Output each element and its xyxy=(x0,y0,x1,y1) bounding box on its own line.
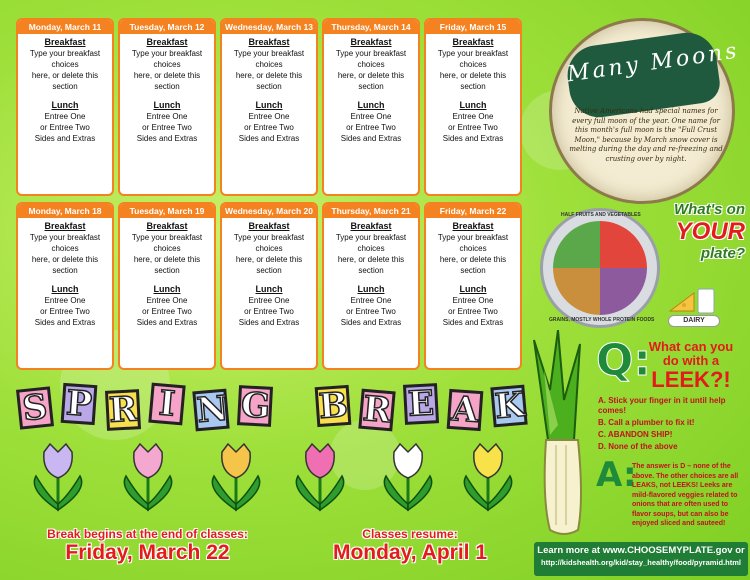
tulips-row xyxy=(18,440,518,518)
day-header: Wednesday, March 20 xyxy=(222,204,316,218)
title-letter: K xyxy=(490,385,527,428)
day-card xyxy=(16,18,114,196)
title-letter: I xyxy=(148,383,185,426)
many-moons-text: Native Americans had special names for every full moon of the year. One name for this month's full moon is the "Full Crust Moon," because by March snow cover is melting during the day and re-freezing and crusting over by night. xyxy=(569,107,723,163)
day-header: Thursday, March 14 xyxy=(324,20,418,34)
breakfast-title: Breakfast xyxy=(146,221,188,231)
sides: Sides and Extras xyxy=(238,134,300,143)
day-header: Friday, March 22 xyxy=(426,204,520,218)
day-header: Tuesday, March 12 xyxy=(120,20,214,34)
breakfast-line: Type your breakfast choices xyxy=(437,233,509,253)
entree-one: Entree One xyxy=(146,112,188,121)
day-card xyxy=(322,202,420,370)
breakfast-title: Breakfast xyxy=(248,221,290,231)
learn-more-link[interactable]: http://kidshealth.org/kid/stay_healthy/food/pyramid.html xyxy=(540,558,742,567)
day-card xyxy=(424,202,522,370)
breakfast-line: Type your breakfast choices xyxy=(335,49,407,69)
entree-one: Entree One xyxy=(452,296,494,305)
sides: Sides and Extras xyxy=(34,318,96,327)
breakfast-title: Breakfast xyxy=(350,221,392,231)
sides: Sides and Extras xyxy=(136,318,198,327)
dairy-label: DAIRY xyxy=(668,315,720,327)
lunch-title: Lunch xyxy=(153,100,181,110)
lunch-title: Lunch xyxy=(255,284,283,294)
vegetables-quadrant xyxy=(553,221,600,268)
entree-one: Entree One xyxy=(146,296,188,305)
answer-letter: A: xyxy=(596,455,637,495)
breakfast-line: Type your breakfast choices xyxy=(233,49,305,69)
entree-two: or Entree Two xyxy=(40,123,90,132)
breakfast-line: here, or delete this section xyxy=(31,71,99,91)
day-card xyxy=(322,18,420,196)
plate-label-fruits-veg: HALF FRUITS AND VEGETABLES xyxy=(561,212,641,218)
breakfast-title: Breakfast xyxy=(350,37,392,47)
day-header: Tuesday, March 19 xyxy=(120,204,214,218)
tulip-icon xyxy=(296,444,343,510)
entree-one: Entree One xyxy=(350,296,392,305)
lunch-title: Lunch xyxy=(255,100,283,110)
tulip-icon xyxy=(34,444,81,510)
breakfast-line: here, or delete this section xyxy=(133,71,201,91)
entree-two: or Entree Two xyxy=(142,123,192,132)
entree-two: or Entree Two xyxy=(448,307,498,316)
sides: Sides and Extras xyxy=(136,134,198,143)
entree-two: or Entree Two xyxy=(448,123,498,132)
breakfast-title: Breakfast xyxy=(452,221,494,231)
answer-options xyxy=(598,396,748,454)
plate-label-protein: PROTEIN FOODS xyxy=(613,317,655,323)
classes-resume-label: Classes resume: xyxy=(362,527,458,541)
plate-label-grains: GRAINS, MOSTLY WHOLE xyxy=(549,317,612,323)
learn-more-line1: Learn more at www.CHOOSEMYPLATE.gov or xyxy=(537,545,745,556)
answer-option: D. None of the above xyxy=(598,442,678,451)
title-letter: S xyxy=(16,386,54,429)
whats-on-line2: YOUR xyxy=(675,218,745,245)
breakfast-line: here, or delete this section xyxy=(439,255,507,275)
breakfast-line: Type your breakfast choices xyxy=(335,233,407,253)
leek-icon xyxy=(528,330,600,540)
entree-one: Entree One xyxy=(350,112,392,121)
lunch-title: Lunch xyxy=(51,284,79,294)
breakfast-title: Breakfast xyxy=(248,37,290,47)
tulip-icon xyxy=(124,444,171,510)
entree-two: or Entree Two xyxy=(244,123,294,132)
breakfast-title: Breakfast xyxy=(44,37,86,47)
entree-one: Entree One xyxy=(44,112,86,121)
sides: Sides and Extras xyxy=(340,134,402,143)
entree-two: or Entree Two xyxy=(346,307,396,316)
breakfast-line: here, or delete this section xyxy=(31,255,99,275)
entree-two: or Entree Two xyxy=(142,307,192,316)
question-line2: do with a xyxy=(662,353,720,368)
day-card xyxy=(16,202,114,370)
breakfast-line: Type your breakfast choices xyxy=(437,49,509,69)
day-header: Monday, March 18 xyxy=(18,204,112,218)
answer-option: C. ABANDON SHIP! xyxy=(598,430,673,439)
breakfast-line: Type your breakfast choices xyxy=(131,233,203,253)
day-card xyxy=(220,18,318,196)
classes-resume-block xyxy=(300,527,520,565)
breakfast-line: here, or delete this section xyxy=(235,255,303,275)
entree-two: or Entree Two xyxy=(346,123,396,132)
title-letter: B xyxy=(315,385,352,427)
entree-one: Entree One xyxy=(248,296,290,305)
question-letter: Q: xyxy=(596,335,651,386)
lunch-title: Lunch xyxy=(51,100,79,110)
lunch-title: Lunch xyxy=(357,284,385,294)
entree-one: Entree One xyxy=(452,112,494,121)
answer-option: B. Call a plumber to fix it! xyxy=(598,418,695,427)
day-header: Monday, March 11 xyxy=(18,20,112,34)
title-letter: R xyxy=(105,389,141,431)
lunch-title: Lunch xyxy=(459,284,487,294)
title-letter: G xyxy=(237,385,273,427)
title-letter: P xyxy=(61,383,98,425)
sides: Sides and Extras xyxy=(238,318,300,327)
break-begins-label: Break begins at the end of classes: xyxy=(47,527,248,541)
breakfast-title: Breakfast xyxy=(146,37,188,47)
classes-resume-date: Monday, April 1 xyxy=(332,541,487,564)
break-begins-block xyxy=(10,527,285,565)
leek-question xyxy=(636,340,746,392)
lunch-title: Lunch xyxy=(153,284,181,294)
question-line3: LEEK?! xyxy=(651,367,731,392)
answer-text: The answer is D – none of the above. The other choices are all LEAKS, not LEEKS! Leeks are mild-flavored veggies related to onions that are often used to flavor soups, but can also be enjoyed sliced and sauteed! xyxy=(632,463,739,527)
many-moons-panel xyxy=(549,18,742,204)
breakfast-line: here, or delete this section xyxy=(235,71,303,91)
many-moons-title: Many Moons xyxy=(565,38,742,88)
day-card xyxy=(118,202,216,370)
whats-on-line1: What's on xyxy=(673,201,745,218)
lunch-title: Lunch xyxy=(459,100,487,110)
dairy-graphic xyxy=(668,285,720,333)
sides: Sides and Extras xyxy=(442,134,504,143)
breakfast-line: Type your breakfast choices xyxy=(233,233,305,253)
breakfast-line: Type your breakfast choices xyxy=(131,49,203,69)
breakfast-line: here, or delete this section xyxy=(439,71,507,91)
question-line1: What can you xyxy=(648,339,734,354)
title-letter: A xyxy=(447,389,484,431)
breakfast-line: here, or delete this section xyxy=(133,255,201,275)
title-letter: E xyxy=(403,383,439,425)
grains-quadrant xyxy=(553,268,600,315)
day-header: Thursday, March 21 xyxy=(324,204,418,218)
day-header: Friday, March 15 xyxy=(426,20,520,34)
day-card xyxy=(220,202,318,370)
title-letter: R xyxy=(358,389,395,432)
entree-one: Entree One xyxy=(44,296,86,305)
sides: Sides and Extras xyxy=(442,318,504,327)
tulip-icon xyxy=(464,444,511,510)
breakfast-line: Type your breakfast choices xyxy=(29,49,101,69)
cheese-milk-icon xyxy=(668,285,720,317)
tulip-icon xyxy=(384,444,431,510)
entree-two: or Entree Two xyxy=(244,307,294,316)
sides: Sides and Extras xyxy=(34,134,96,143)
break-begins-date: Friday, March 22 xyxy=(65,541,230,564)
entree-two: or Entree Two xyxy=(40,307,90,316)
breakfast-title: Breakfast xyxy=(44,221,86,231)
breakfast-line: here, or delete this section xyxy=(337,255,405,275)
tulip-icon xyxy=(212,444,259,510)
breakfast-title: Breakfast xyxy=(452,37,494,47)
whats-on-line3: plate? xyxy=(700,245,745,262)
answer-option: A. Stick your finger in it until help comes! xyxy=(598,396,726,415)
breakfast-line: Type your breakfast choices xyxy=(29,233,101,253)
title-letter: N xyxy=(192,389,229,432)
sides: Sides and Extras xyxy=(340,318,402,327)
learn-more-banner xyxy=(534,542,748,576)
whats-on-your-plate xyxy=(640,200,745,264)
protein-quadrant xyxy=(600,268,647,315)
breakfast-line: here, or delete this section xyxy=(337,71,405,91)
lunch-title: Lunch xyxy=(357,100,385,110)
entree-one: Entree One xyxy=(248,112,290,121)
day-header: Wednesday, March 13 xyxy=(222,20,316,34)
day-card xyxy=(118,18,216,196)
day-card xyxy=(424,18,522,196)
